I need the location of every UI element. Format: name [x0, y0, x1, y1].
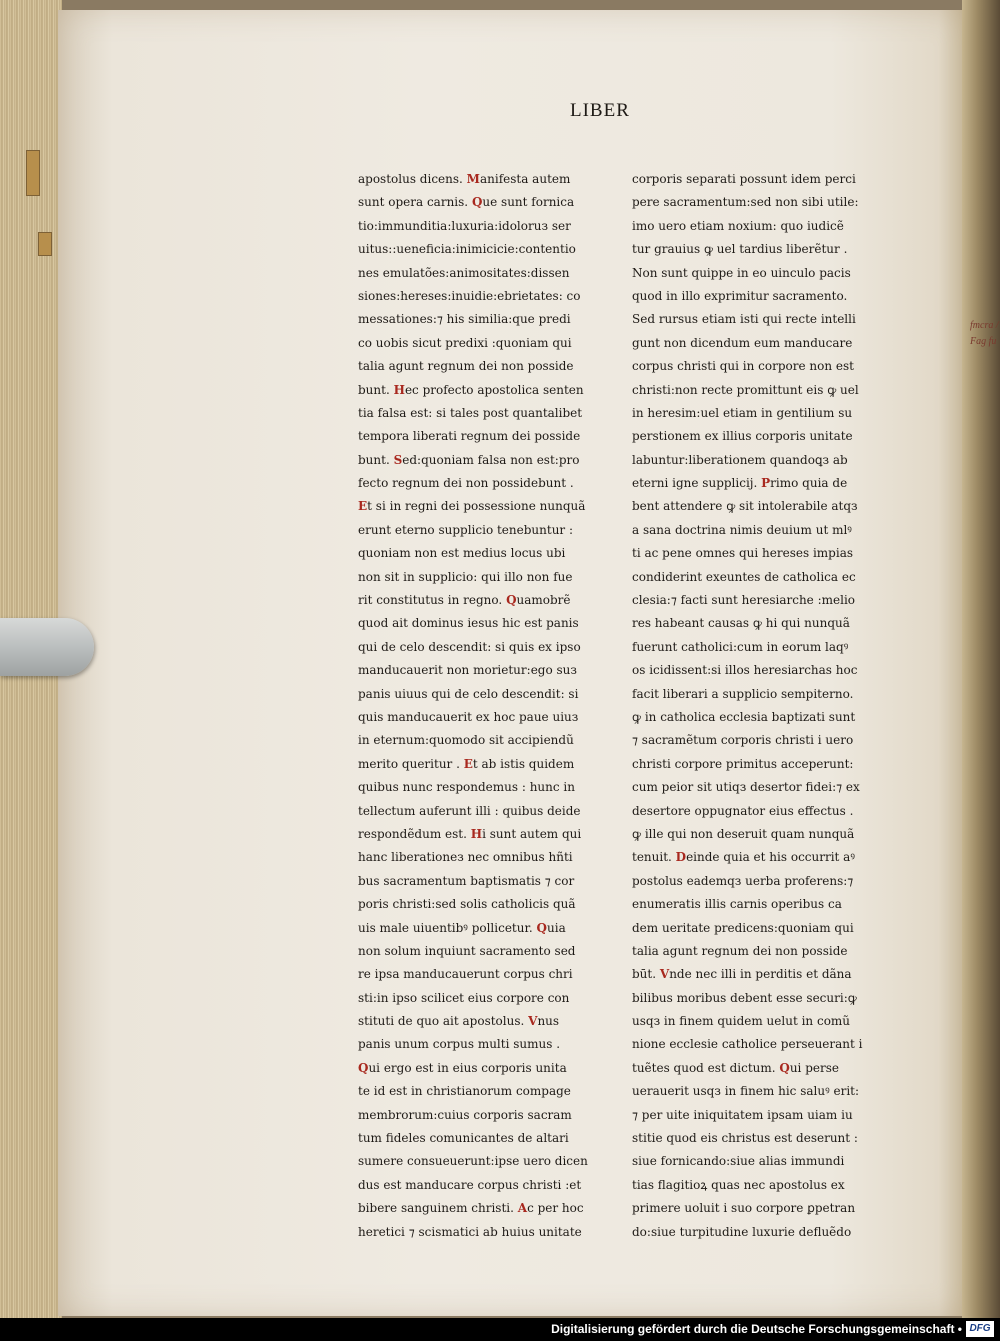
text-line	[632, 191, 882, 214]
text-line	[632, 1080, 882, 1103]
rubric-initial: H	[393, 382, 405, 397]
text-segment: messationes:⁊ his similia:que predi	[358, 312, 571, 327]
text-line	[358, 917, 620, 940]
text-segment: siue fornicando:siue alias immundi	[632, 1154, 845, 1169]
text-segment: uamobrẽ	[516, 593, 571, 608]
text-segment: facit liberari a supplicio sempiterno.	[632, 686, 854, 701]
text-line	[632, 823, 882, 846]
text-segment: quis manducauerit ex hoc paue uiuз	[358, 709, 579, 724]
text-line	[358, 706, 620, 729]
text-segment: corporis separati possunt idem perci	[632, 172, 856, 186]
text-segment: clesia:⁊ facti sunt heresiarche :melio	[632, 593, 856, 608]
text-segment: tenuit.	[632, 850, 676, 865]
text-line	[358, 355, 620, 378]
text-line	[358, 846, 620, 869]
text-segment: erunt eterno supplicio tenebuntur :	[358, 522, 574, 537]
text-segment: ⁊ per uite iniquitatem ipsam uiam iu	[632, 1107, 853, 1122]
text-segment: c per hoc	[527, 1201, 584, 1216]
text-segment: quod in illo exprimitur sacramento.	[632, 288, 848, 303]
text-column-right	[632, 168, 882, 1239]
binding-edge	[962, 0, 1000, 1318]
text-segment: hanc liberationeз nec omnibus hñti	[358, 850, 573, 865]
text-line	[358, 402, 620, 425]
text-line	[358, 1010, 620, 1033]
rubric-initial: Q	[471, 195, 483, 210]
text-segment: bent attendere ꝙ sit intolerabile atqз	[632, 499, 858, 514]
text-segment: tio:immunditia:luxuria:idoloruз ser	[358, 218, 571, 233]
text-line	[632, 355, 882, 378]
text-segment: ti ac pene omnes qui hereses impias	[632, 546, 854, 561]
text-segment: fuerunt catholici:cum in eorum laqꝰ	[632, 639, 849, 654]
text-segment: do:siue turpitudine luxurie defluẽdo	[632, 1224, 852, 1239]
text-segment: corpus christi qui in corpore non est	[632, 359, 854, 374]
text-line	[358, 332, 620, 355]
text-segment: tia falsa est: si tales post quantalibet	[358, 405, 583, 420]
text-line	[358, 1197, 620, 1220]
footer-bar	[0, 1318, 1000, 1341]
text-segment: te id est in christianorum compage	[358, 1084, 571, 1099]
text-segment: merito queritur .	[358, 756, 464, 771]
text-line	[358, 683, 620, 706]
text-segment: panis uiuus qui de celo descendit: si	[358, 686, 579, 701]
text-line	[358, 215, 620, 238]
text-line	[632, 285, 882, 308]
text-line	[358, 963, 620, 986]
text-segment: desertore oppugnator eius effectus .	[632, 803, 854, 818]
text-segment: tempora liberati regnum dei possіde	[358, 429, 581, 444]
text-line	[632, 1127, 882, 1150]
text-line	[358, 636, 620, 659]
text-line	[632, 1057, 882, 1080]
text-line	[632, 987, 882, 1010]
text-segment: fecto regnum dei non possidebunt .	[358, 476, 574, 491]
text-line	[358, 729, 620, 752]
text-segment: stitie quod eis christus est deserunt :	[632, 1131, 858, 1146]
text-line	[632, 636, 882, 659]
text-segment: co uobis sicut predixi :quoniam qui	[358, 335, 572, 350]
text-segment: uis male uiuentibꝰ pollicetur.	[358, 920, 537, 935]
text-segment: a sana doctrina nimis deuium ut mlꝰ	[632, 522, 852, 537]
text-line	[358, 940, 620, 963]
text-line	[632, 776, 882, 799]
text-segment: ec profecto apostolica senten	[404, 382, 584, 397]
text-segment: nes emulatões:animositates:dissen	[358, 265, 570, 280]
text-segment: ⁊ sacramẽtum corporis christi i uero	[632, 733, 854, 748]
text-line	[632, 566, 882, 589]
text-line	[358, 823, 620, 846]
text-segment: uitus::ueneficia:inimicicie:contentio	[358, 242, 576, 257]
text-line	[358, 1057, 620, 1080]
rubric-initial: Q	[506, 593, 517, 608]
text-line	[358, 449, 620, 472]
text-line	[632, 659, 882, 682]
text-segment: dem ueritate predicens:quoniam qui	[632, 920, 854, 935]
text-segment: ue sunt fornica	[482, 195, 575, 210]
text-line	[632, 1197, 882, 1220]
text-line	[358, 1104, 620, 1127]
text-segment: os icidissent:si illos heresiarchas hoc	[632, 663, 858, 678]
text-column-left	[358, 168, 620, 1239]
text-segment: nde nec illi in perditis et dãna	[669, 967, 852, 982]
text-line	[632, 846, 882, 869]
text-segment: Sed rursus etiam isti qui recte intelli	[632, 312, 856, 327]
rubric-initial: P	[761, 476, 771, 491]
text-line	[632, 308, 882, 331]
text-line	[632, 238, 882, 261]
text-segment: condiderint exeuntes de catholica ec	[632, 569, 856, 584]
text-segment: bilibus moribus debent esse securi:ꝙ	[632, 990, 857, 1005]
text-segment: heretici ⁊ scismatici ab huius unitate	[358, 1224, 582, 1239]
text-segment: bunt.	[358, 452, 394, 467]
text-segment: tum fideles comunicantes de altari	[358, 1131, 569, 1146]
text-line	[358, 753, 620, 776]
text-segment: enumeratis illis carnis operibus ca	[632, 897, 842, 912]
text-line	[358, 472, 620, 495]
text-segment: tellectum auferunt illi : quibus deide	[358, 803, 581, 818]
text-line	[632, 262, 882, 285]
text-segment: non solum inquiunt sacramento sed	[358, 943, 576, 958]
text-segment: nione ecclesie catholice perseuerant i	[632, 1037, 863, 1052]
text-line	[358, 425, 620, 448]
text-line	[358, 495, 620, 518]
footer-text: Digitalisierung gefördert durch die Deutsche Forschungsgemeinschaft •	[551, 1322, 962, 1336]
text-segment: nus	[537, 1014, 560, 1029]
text-line	[632, 683, 882, 706]
text-segment: respondẽdum est.	[358, 826, 471, 841]
text-line	[358, 1150, 620, 1173]
text-line	[632, 1104, 882, 1127]
text-segment: bunt.	[358, 382, 394, 397]
text-segment: postolus eademqз uerba proferens:⁊	[632, 873, 854, 888]
text-line	[358, 987, 620, 1010]
text-line	[632, 332, 882, 355]
text-line	[358, 612, 620, 635]
text-segment: t si in regni dei possessione nunquã	[367, 499, 586, 514]
text-line	[358, 168, 620, 191]
text-line	[358, 1080, 620, 1103]
text-line	[358, 238, 620, 261]
rubric-initial: M	[466, 172, 480, 186]
text-line	[358, 893, 620, 916]
text-segment: christi corpore primitus acceperunt:	[632, 756, 854, 771]
text-segment: dus est manducare corpus christi :et	[358, 1177, 582, 1192]
text-segment: manducauerit non morietur:ego suз	[358, 663, 577, 678]
running-head: LIBER	[570, 100, 630, 121]
text-segment: imo uero etiam noxium: quo iudicẽ	[632, 218, 844, 233]
text-line	[358, 519, 620, 542]
text-segment: būt.	[632, 967, 660, 982]
text-segment: labuntur:liberationem quandoꝗз ab	[632, 452, 848, 467]
text-line	[358, 566, 620, 589]
page-tab	[26, 150, 40, 196]
text-segment: siones:hereses:inuidie:ebrietates: co	[358, 288, 581, 303]
text-segment: gunt non dicendum eum manducare	[632, 335, 853, 350]
text-line	[358, 308, 620, 331]
text-line	[632, 425, 882, 448]
rubric-initial: Q	[779, 1060, 790, 1075]
text-segment: tur grauius ꝙ uel tardius liberẽtur .	[632, 242, 848, 257]
text-line	[358, 1033, 620, 1056]
dfg-logo: DFG	[966, 1321, 994, 1337]
text-line	[358, 659, 620, 682]
text-segment: poris christi:sed solis catholicis quã	[358, 897, 576, 912]
text-segment: ꝙ ille qui non deseruit quam nunquã	[632, 826, 855, 841]
text-segment: perstionem ex illius corporis unitate	[632, 429, 853, 444]
text-segment: einde quia et his occurrit aꝰ	[686, 850, 855, 865]
text-segment: non sit in supplicio: qui illo non fue	[358, 569, 573, 584]
text-segment: in eternum:quomodo sit accipiendũ	[358, 733, 574, 748]
rubric-initial: A	[517, 1201, 528, 1216]
text-line	[632, 542, 882, 565]
text-segment: eterni igne supplicij.	[632, 476, 762, 491]
text-segment: tias flagitioꝝ quas nec apostolus ex	[632, 1177, 845, 1192]
text-segment: re ipsa manducauerunt corpus chri	[358, 967, 573, 982]
text-segment: bibere sanguinem christi.	[358, 1201, 518, 1216]
rubric-initial: V	[659, 967, 670, 982]
text-line	[632, 402, 882, 425]
text-line	[358, 1127, 620, 1150]
text-line	[358, 191, 620, 214]
text-line	[358, 1221, 620, 1244]
text-line	[632, 870, 882, 893]
text-segment: pere sacramentum:sed non sibi utile:	[632, 195, 859, 210]
text-segment: membrorum:cuius corporis sacram	[358, 1107, 572, 1122]
text-line	[632, 940, 882, 963]
rubric-initial: D	[675, 850, 687, 865]
text-line	[632, 519, 882, 542]
text-segment: sti:in ipso scilicet eius corpore con	[358, 990, 570, 1005]
text-line	[632, 1150, 882, 1173]
text-segment: sunt opera carnis.	[358, 195, 472, 210]
text-segment: talia agunt regnum dei non possіde	[358, 359, 574, 374]
text-line	[358, 262, 620, 285]
text-line	[632, 379, 882, 402]
text-segment: qui de celo descendit: si quis ex ipso	[358, 639, 581, 654]
rubric-initial: S	[393, 452, 403, 467]
text-segment: bus sacramentum baptismatis ⁊ cor	[358, 873, 575, 888]
text-line	[632, 753, 882, 776]
text-line	[358, 800, 620, 823]
text-line	[632, 589, 882, 612]
page-tab	[38, 232, 52, 256]
rubric-initial: E	[358, 499, 368, 514]
text-segment: i sunt autem qui	[482, 826, 582, 841]
text-line	[358, 589, 620, 612]
text-segment: usqз in finem quidem uelut in comũ	[632, 1014, 851, 1029]
text-segment: panis unum corpus multi sumus .	[358, 1037, 561, 1052]
text-line	[632, 800, 882, 823]
text-line	[358, 1174, 620, 1197]
text-line	[632, 472, 882, 495]
text-segment: rimo quia de	[770, 476, 848, 491]
text-line	[632, 729, 882, 752]
text-segment: res habeant causas ꝙ hi qui nunquã	[632, 616, 850, 631]
margin-annotation: fmcra / Fag fu	[970, 320, 999, 347]
rubric-initial: E	[463, 756, 473, 771]
text-segment: talia agunt regnum dei non possіde	[632, 943, 848, 958]
text-line	[632, 612, 882, 635]
text-segment: rit constitutus in regno.	[358, 593, 507, 608]
text-line	[358, 776, 620, 799]
text-segment: anifesta autem	[479, 172, 571, 186]
text-segment: ui ergo est in eius corporis unita	[368, 1060, 567, 1075]
text-line	[632, 1174, 882, 1197]
text-segment: ed:quoniam falsa non est:pro	[402, 452, 580, 467]
text-segment: in heresim:uel etiam in gentilium su	[632, 405, 853, 420]
text-line	[632, 449, 882, 472]
rubric-initial: Q	[536, 920, 547, 935]
text-line	[632, 215, 882, 238]
text-segment: sumere consueuerunt:ipse uero dicen	[358, 1154, 588, 1169]
text-line	[632, 706, 882, 729]
rubric-initial: H	[470, 826, 483, 841]
text-segment: primere uoluit i suo corpore ꝑpetran	[632, 1201, 856, 1216]
page-clip	[0, 618, 94, 676]
text-line	[358, 870, 620, 893]
text-line	[358, 542, 620, 565]
text-segment: Non sunt quippe in eo uinculo pacis	[632, 265, 851, 280]
rubric-initial: V	[528, 1014, 538, 1029]
text-segment: uia	[547, 920, 566, 935]
text-segment: t ab istis quidem	[472, 756, 575, 771]
text-segment: stituti de quo ait apostolus.	[358, 1014, 529, 1029]
text-segment: apostolus dicens.	[358, 172, 467, 186]
rubric-initial: Q	[358, 1060, 369, 1075]
text-segment: tuẽtes quod est dictum.	[632, 1060, 780, 1075]
text-line	[632, 1033, 882, 1056]
text-segment: cum peior sit utiqз desertor fidei:⁊ ex	[632, 780, 860, 795]
text-segment: uerauerit usqз in finem hic saluꝰ erit:	[632, 1084, 860, 1099]
text-line	[632, 917, 882, 940]
text-segment: quod ait dominus iesus hic est panis	[358, 616, 579, 631]
text-segment: christi:non recte promittunt eis ꝙ uel	[632, 382, 859, 397]
text-line	[358, 285, 620, 308]
text-segment: quoniam non est medius locus ubi	[358, 546, 566, 561]
text-line	[632, 495, 882, 518]
text-line	[632, 1221, 882, 1244]
text-line	[632, 168, 882, 191]
text-segment: quibus nunc respondemus : hunc in	[358, 780, 575, 795]
text-segment: ꝙ in catholica ecclesia baptizati sunt	[632, 709, 856, 724]
text-line	[632, 1010, 882, 1033]
text-line	[632, 963, 882, 986]
text-line	[358, 379, 620, 402]
text-segment: ui perse	[789, 1060, 839, 1075]
text-line	[632, 893, 882, 916]
